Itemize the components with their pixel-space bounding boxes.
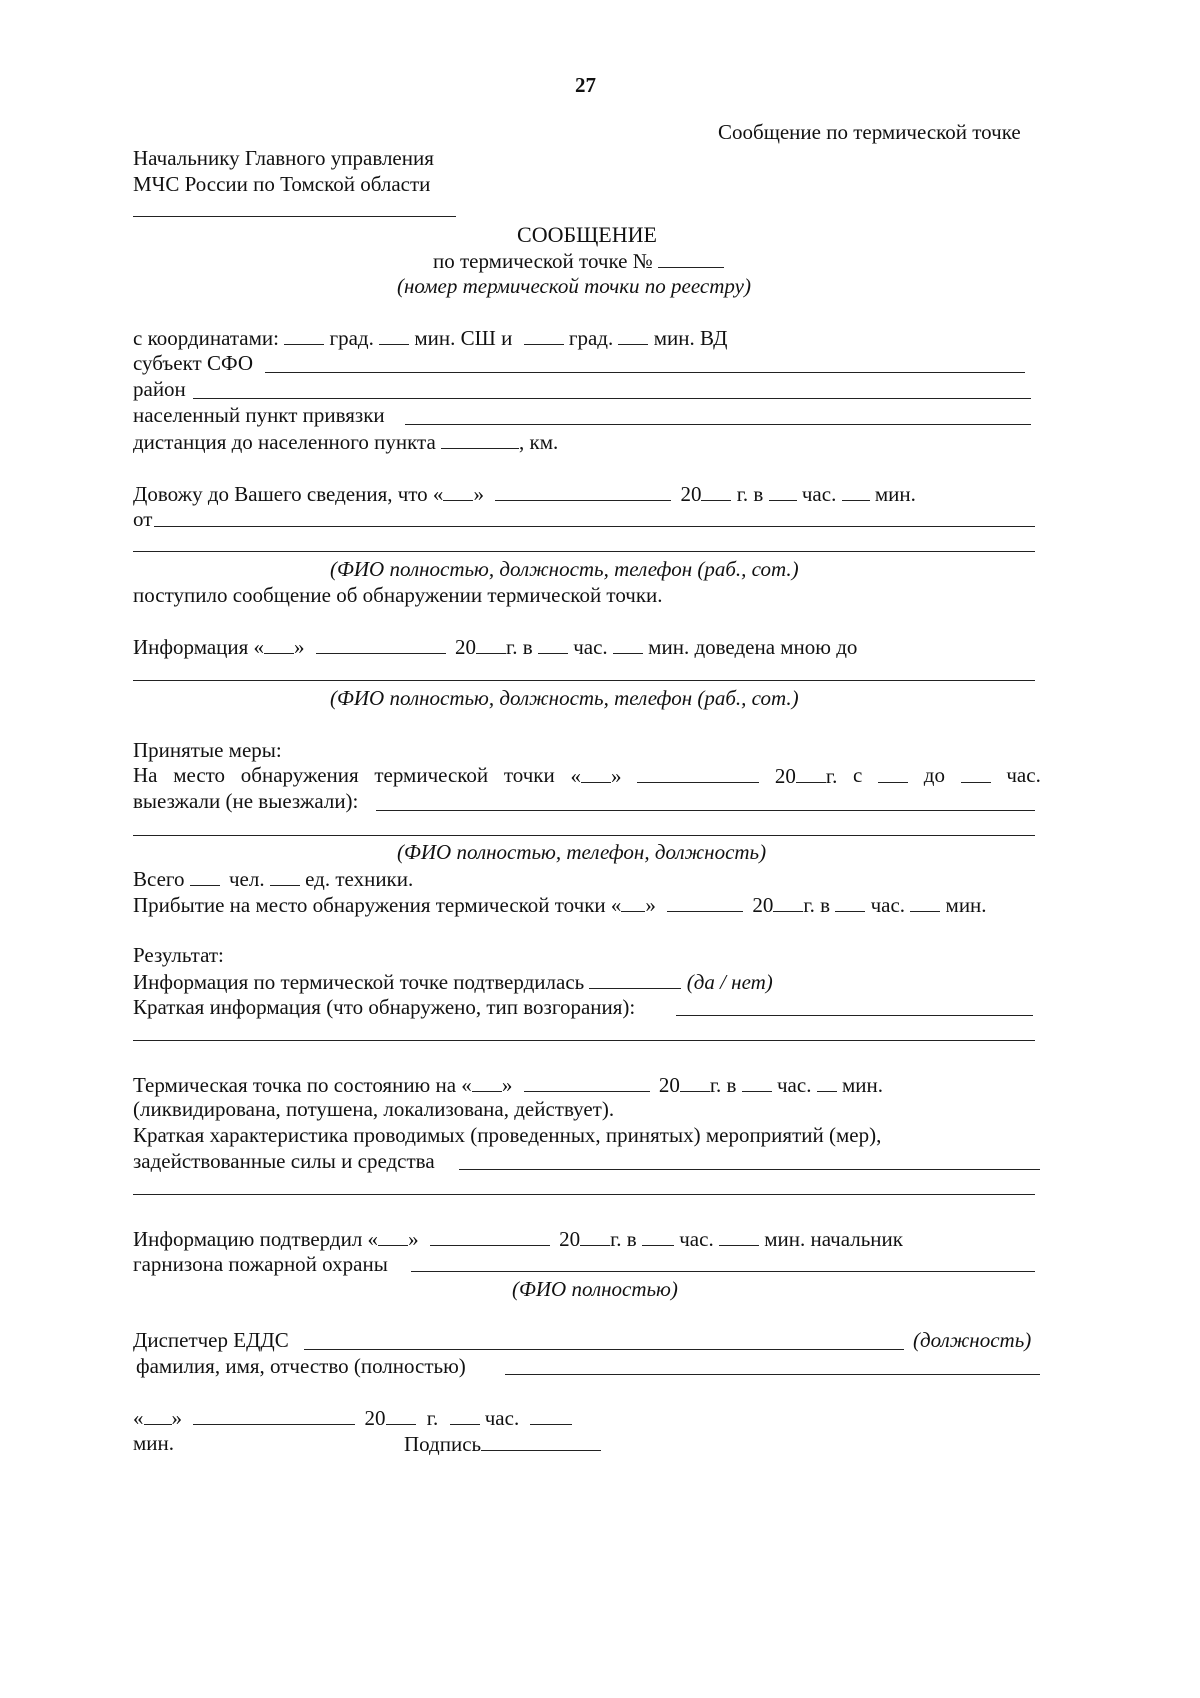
g-v-label: г. в (736, 482, 764, 506)
brief-field-2[interactable] (133, 1040, 1035, 1041)
people-field[interactable] (190, 868, 220, 886)
status-year-field[interactable] (680, 1074, 710, 1092)
status-line (133, 1074, 883, 1096)
addressee-blank-line[interactable] (133, 216, 456, 217)
district-field[interactable] (193, 398, 1031, 399)
distance-line (133, 431, 558, 453)
title-sub-text: по термической точке № (433, 249, 653, 273)
arrival-minute-field[interactable] (910, 894, 940, 912)
measures-word: 20 (774, 764, 796, 788)
people-label: чел. (229, 867, 265, 891)
hour-label: час. (484, 1406, 520, 1430)
status-start: Термическая точка по состоянию на « (133, 1073, 472, 1097)
year-prefix: 20 (680, 482, 702, 506)
dispatcher-minute-field[interactable] (530, 1407, 572, 1425)
subject-field[interactable] (265, 372, 1025, 373)
year-prefix: 20 (752, 893, 774, 917)
hour-label: час. (679, 1227, 714, 1251)
report-fio-note: (ФИО полностью, должность, телефон (раб., сот.) (330, 557, 799, 581)
quote-close: » (645, 893, 656, 917)
report-month-field[interactable] (495, 483, 671, 501)
equipment-field[interactable] (270, 868, 300, 886)
info-recipient-field[interactable] (133, 680, 1035, 681)
from-field[interactable] (154, 526, 1035, 527)
g-v-label: г. в (803, 893, 831, 917)
confirm-tail: мин. начальник (764, 1227, 903, 1251)
deg-label: град. (568, 326, 614, 350)
document-title: СООБЩЕНИЕ (517, 222, 657, 247)
minute-label: мин. (841, 1073, 883, 1097)
brief-label: Краткая информация (что обнаружено, тип возгорания): (133, 995, 636, 1019)
dispatcher-date-line (133, 1407, 572, 1429)
coords-label: с координатами: (133, 326, 279, 350)
subject-label: субъект СФО (133, 351, 253, 375)
signature-label: Подпись (404, 1432, 482, 1456)
addressee-line-2: МЧС России по Томской области (133, 172, 431, 196)
confirm-day-field[interactable] (378, 1228, 408, 1246)
from-label: от (133, 507, 153, 531)
coordinates-line (133, 327, 728, 349)
report-intro: Довожу до Вашего сведения, что « (133, 482, 444, 506)
quote-close: » (473, 482, 484, 506)
dispatcher-minute-label: мин. (133, 1431, 175, 1455)
report-year-field[interactable] (701, 483, 731, 501)
status-states: (ликвидирована, потушена, локализована, действует). (133, 1097, 615, 1121)
signature-line (404, 1433, 601, 1455)
confirmed-label: Информация по термической точке подтвердилась (133, 970, 585, 994)
hour-label: час. (801, 482, 837, 506)
measures-year-field[interactable] (796, 765, 826, 783)
distance-label: дистанция до населенного пункта (133, 430, 436, 454)
quote-close: » (294, 635, 305, 659)
settlement-label: населенный пункт привязки (133, 403, 385, 427)
total-line (133, 868, 413, 890)
arrival-year-field[interactable] (773, 894, 803, 912)
status-measures: Краткая характеристика проводимых (проведенных, принятых) мероприятий (мер), (133, 1123, 882, 1147)
hour-label: час. (573, 635, 608, 659)
dispatcher-position-field[interactable] (304, 1349, 904, 1350)
total-label: Всего (133, 867, 185, 891)
title-note: (номер термической точки по реестру) (397, 274, 751, 298)
min-label: мин. (653, 326, 695, 350)
document-label: Сообщение по термической точке (718, 120, 1021, 144)
north-label: СШ и (460, 326, 513, 350)
confirm-fio-note: (ФИО полностью) (512, 1277, 678, 1301)
title-subline (433, 250, 724, 272)
forces-label: задействованные силы и средства (133, 1149, 435, 1173)
dispatcher-name-label: фамилия, имя, отчество (полностью) (136, 1354, 466, 1378)
arrival-month-field[interactable] (667, 894, 743, 912)
arrival-day-field[interactable] (621, 894, 645, 912)
quote-close: » (501, 1073, 513, 1097)
quote-close: » (171, 1406, 182, 1430)
dispatcher-label: Диспетчер ЕДДС (133, 1328, 289, 1352)
page-number: 27 (575, 73, 596, 97)
report-date-line (133, 483, 916, 505)
report-day-field[interactable] (443, 483, 473, 501)
dispatcher-day-field[interactable] (144, 1407, 172, 1425)
g-v-label: г. в (610, 1227, 637, 1251)
confirmation-line (133, 1228, 903, 1250)
info-start: Информация « (133, 635, 265, 659)
measures-month-field[interactable] (637, 765, 759, 783)
info-hour-field[interactable] (538, 636, 568, 654)
status-day-field[interactable] (472, 1074, 502, 1092)
measures-to-field[interactable] (961, 765, 991, 783)
measures-fio-note: (ФИО полностью, телефон, должность) (397, 840, 767, 864)
g-v-label: г. в (506, 635, 533, 659)
measures-word: с (853, 763, 863, 787)
minute-label: мин. (874, 482, 916, 506)
confirm-start: Информацию подтвердил « (133, 1227, 379, 1251)
info-tail: мин. доведена мною до (648, 635, 858, 659)
g-label: г. (426, 1406, 439, 1430)
confirm-month-field[interactable] (430, 1228, 550, 1246)
measures-word: место (173, 763, 226, 787)
km-label: , км. (519, 430, 559, 454)
measures-word: обнаружения (240, 763, 359, 787)
distance-field[interactable] (441, 431, 519, 449)
dispatcher-name-field[interactable] (505, 1374, 1040, 1375)
signature-field[interactable] (481, 1433, 601, 1451)
year-prefix: 20 (455, 635, 477, 659)
info-year-field[interactable] (476, 636, 506, 654)
report-received-text: поступило сообщение об обнаружении термической точки. (133, 583, 663, 607)
info-minute-field[interactable] (613, 636, 643, 654)
measures-from-field[interactable] (878, 765, 908, 783)
lat-min-field[interactable] (379, 327, 409, 345)
position-note: (должность) (913, 1328, 1032, 1352)
confirm-minute-field[interactable] (719, 1228, 759, 1246)
confirm-hour-field[interactable] (642, 1228, 674, 1246)
minute-label: мин. (945, 893, 987, 917)
result-heading: Результат: (133, 943, 224, 967)
went-field[interactable] (376, 810, 1035, 811)
arrival-hour-field[interactable] (835, 894, 865, 912)
year-prefix: 20 (559, 1227, 581, 1251)
confirm-year-field[interactable] (580, 1228, 610, 1246)
settlement-field[interactable] (405, 424, 1031, 425)
report-hour-field[interactable] (769, 483, 797, 501)
year-prefix: 20 (658, 1073, 680, 1097)
hour-label: час. (776, 1073, 812, 1097)
info-month-field[interactable] (316, 636, 446, 654)
measures-word: час. (1006, 763, 1041, 787)
status-hour-field[interactable] (742, 1074, 772, 1092)
confirmed-field[interactable] (589, 971, 681, 989)
dispatcher-year-field[interactable] (386, 1407, 416, 1425)
measures-word: На (133, 763, 158, 787)
measures-word: « (570, 764, 581, 788)
status-month-field[interactable] (524, 1074, 650, 1092)
addressee-line-1: Начальнику Главного управления (133, 146, 434, 170)
measures-heading: Принятые меры: (133, 738, 282, 762)
point-number-field[interactable] (658, 250, 724, 268)
year-prefix: 20 (364, 1406, 386, 1430)
result-confirmed-line (133, 971, 773, 993)
dispatcher-month-field[interactable] (193, 1407, 355, 1425)
east-label: ВД (699, 326, 728, 350)
from-field-2[interactable] (133, 551, 1035, 552)
measures-word: » (610, 764, 622, 788)
yes-no-note: (да / нет) (686, 970, 773, 994)
went-label: выезжали (не выезжали): (133, 789, 359, 813)
brief-field[interactable] (676, 1015, 1033, 1016)
info-fio-note: (ФИО полностью, должность, телефон (раб., сот.) (330, 686, 799, 710)
district-label: район (133, 377, 186, 401)
quote-close: » (408, 1227, 419, 1251)
garrison-label: гарнизона пожарной охраны (133, 1252, 388, 1276)
quote-open: « (133, 1406, 144, 1430)
forces-field[interactable] (459, 1169, 1040, 1170)
deg-label: град. (329, 326, 374, 350)
lat-deg-field[interactable] (284, 327, 324, 345)
arrival-label: Прибытие на место обнаружения термической точки « (133, 893, 622, 917)
min-label: мин. (414, 326, 456, 350)
report-minute-field[interactable] (842, 483, 870, 501)
dispatcher-hour-field[interactable] (450, 1407, 480, 1425)
equipment-label: ед. техники. (305, 867, 414, 891)
lon-deg-field[interactable] (524, 327, 564, 345)
garrison-field[interactable] (411, 1271, 1035, 1272)
status-minute-field[interactable] (817, 1074, 837, 1092)
measures-day-field[interactable] (581, 765, 611, 783)
measures-word: г. (825, 764, 838, 788)
info-line (133, 636, 857, 658)
g-v-label: г. в (709, 1073, 737, 1097)
hour-label: час. (870, 893, 906, 917)
info-day-field[interactable] (264, 636, 294, 654)
measures-word: точки (503, 763, 555, 787)
measures-word: до (923, 763, 945, 787)
arrival-line (133, 894, 987, 916)
measures-word: термической (374, 763, 489, 787)
lon-min-field[interactable] (618, 327, 648, 345)
went-field-2[interactable] (133, 835, 1035, 836)
forces-field-2[interactable] (133, 1194, 1035, 1195)
measures-line (133, 765, 1041, 787)
